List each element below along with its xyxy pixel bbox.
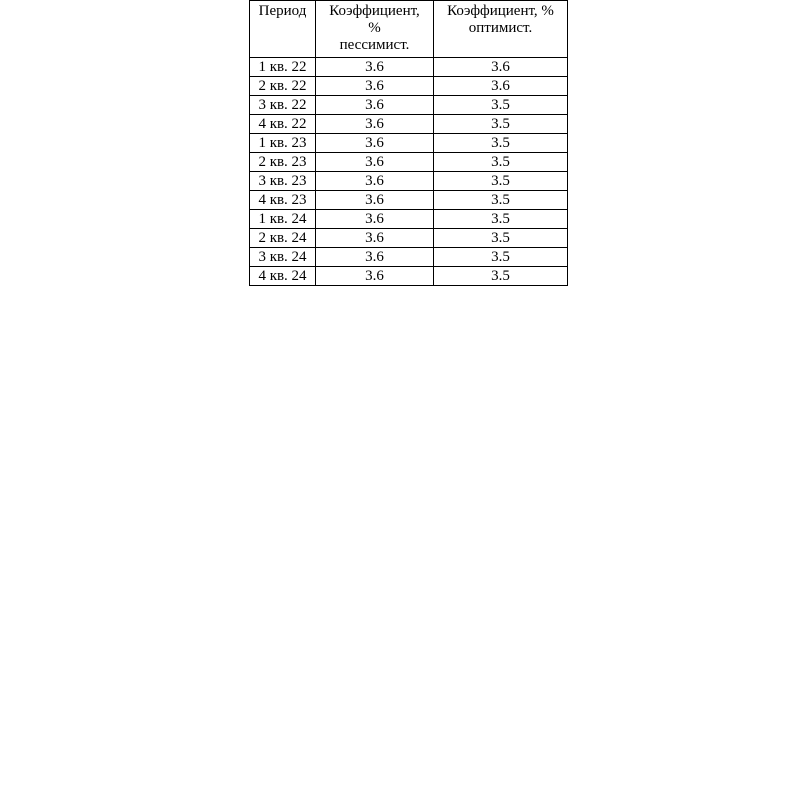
header-optimistic-line: Коэффициент, % <box>447 3 554 19</box>
pessimistic-cell: 3.6 <box>316 115 434 134</box>
table-row <box>250 191 568 210</box>
table-row <box>250 96 568 115</box>
optimistic-cell: 3.5 <box>434 115 568 134</box>
optimistic-cell: 3.5 <box>434 210 568 229</box>
period-cell: 1 кв. 24 <box>250 210 316 229</box>
header-period-line: Период <box>258 3 307 19</box>
optimistic-cell: 3.5 <box>434 96 568 115</box>
header-optimistic-line: оптимист. <box>468 20 533 36</box>
optimistic-cell: 3.5 <box>434 248 568 267</box>
coefficient-table-container <box>249 0 568 286</box>
period-cell: 2 кв. 22 <box>250 77 316 96</box>
header-pessimistic-line: Коэффициент, <box>329 3 420 19</box>
pessimistic-cell: 3.6 <box>316 210 434 229</box>
period-cell: 3 кв. 22 <box>250 96 316 115</box>
table-row <box>250 267 568 286</box>
table-row <box>250 229 568 248</box>
period-cell: 1 кв. 22 <box>250 58 316 77</box>
table-row <box>250 153 568 172</box>
optimistic-cell: 3.5 <box>434 172 568 191</box>
header-optimistic <box>434 1 568 58</box>
pessimistic-cell: 3.6 <box>316 96 434 115</box>
period-cell: 2 кв. 24 <box>250 229 316 248</box>
period-cell: 4 кв. 24 <box>250 267 316 286</box>
table-row <box>250 210 568 229</box>
pessimistic-cell: 3.6 <box>316 191 434 210</box>
period-cell: 2 кв. 23 <box>250 153 316 172</box>
table-row <box>250 115 568 134</box>
table-row <box>250 134 568 153</box>
pessimistic-cell: 3.6 <box>316 77 434 96</box>
pessimistic-cell: 3.6 <box>316 248 434 267</box>
period-cell: 4 кв. 23 <box>250 191 316 210</box>
period-cell: 1 кв. 23 <box>250 134 316 153</box>
period-cell: 3 кв. 23 <box>250 172 316 191</box>
period-cell: 3 кв. 24 <box>250 248 316 267</box>
header-pessimistic-line: % <box>368 20 381 36</box>
pessimistic-cell: 3.6 <box>316 153 434 172</box>
pessimistic-cell: 3.6 <box>316 267 434 286</box>
pessimistic-cell: 3.6 <box>316 58 434 77</box>
optimistic-cell: 3.5 <box>434 134 568 153</box>
table-row <box>250 172 568 191</box>
optimistic-cell: 3.5 <box>434 267 568 286</box>
table-row <box>250 248 568 267</box>
optimistic-cell: 3.5 <box>434 153 568 172</box>
header-pessimistic <box>316 1 434 58</box>
header-pessimistic-line: пессимист. <box>339 37 410 53</box>
optimistic-cell: 3.5 <box>434 191 568 210</box>
table-row <box>250 58 568 77</box>
pessimistic-cell: 3.6 <box>316 229 434 248</box>
pessimistic-cell: 3.6 <box>316 172 434 191</box>
optimistic-cell: 3.5 <box>434 229 568 248</box>
table-row <box>250 77 568 96</box>
table-header-row <box>250 1 568 58</box>
pessimistic-cell: 3.6 <box>316 134 434 153</box>
coefficient-table <box>249 0 568 286</box>
optimistic-cell: 3.6 <box>434 77 568 96</box>
header-period <box>250 1 316 58</box>
period-cell: 4 кв. 22 <box>250 115 316 134</box>
optimistic-cell: 3.6 <box>434 58 568 77</box>
